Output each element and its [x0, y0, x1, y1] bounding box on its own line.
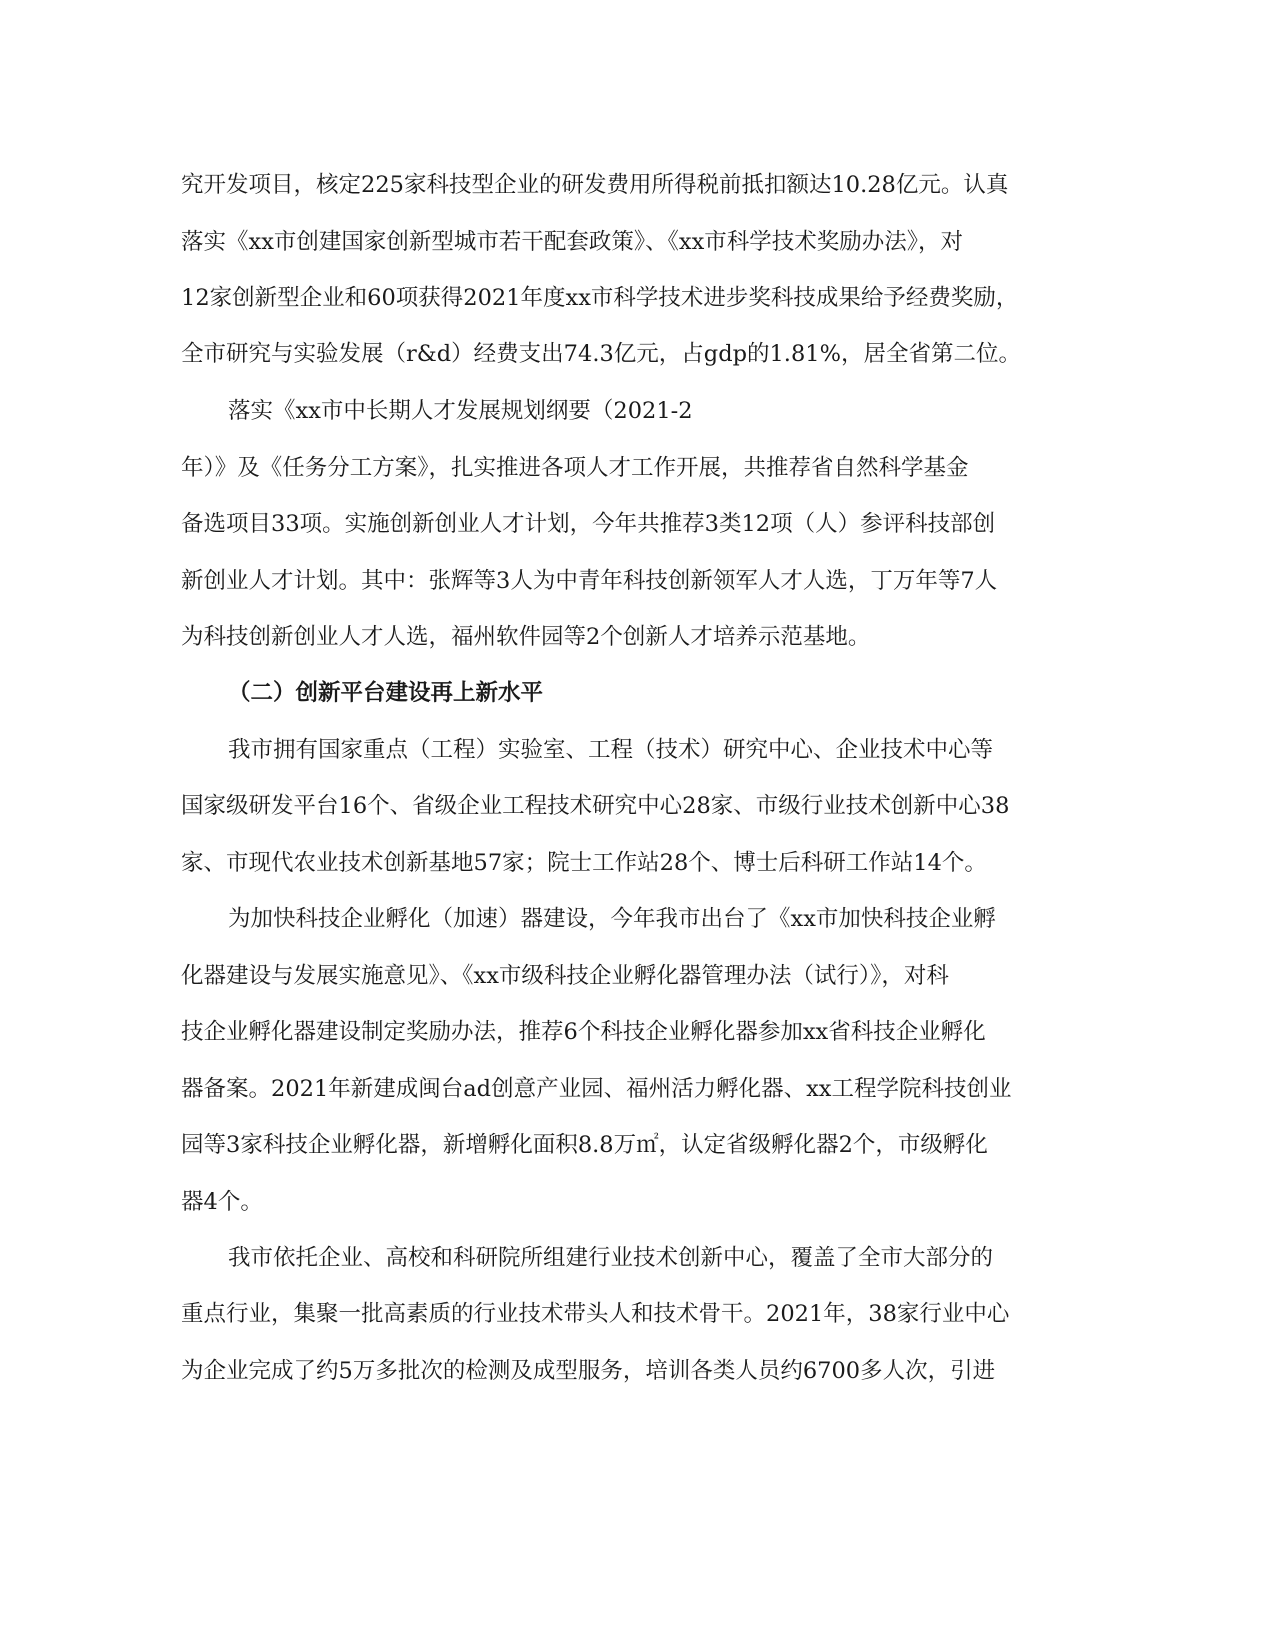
paragraph-line: 园等3家科技企业孵化器，新增孵化面积8.8万㎡，认定省级孵化器2个，市级孵化: [181, 1132, 988, 1158]
paragraph-line: 为企业完成了约5万多批次的检测及成型服务，培训各类人员约6700多人次，引进: [181, 1358, 996, 1384]
paragraph-line: 重点行业，集聚一批高素质的行业技术带头人和技术骨干。2021年，38家行业中心: [181, 1301, 1010, 1327]
paragraph-line: 年）》及《任务分工方案》，扎实推进各项人才工作开展，共推荐省自然科学基金: [181, 455, 969, 481]
paragraph-line: 全市研究与实验发展（r&d）经费支出74.3亿元，占gdp的1.81%，居全省第二位。: [181, 341, 1021, 367]
section-heading: （二）创新平台建设再上新水平: [228, 680, 544, 706]
paragraph-line: 器4个。: [181, 1189, 263, 1215]
paragraph-line: 我市拥有国家重点（工程）实验室、工程（技术）研究中心、企业技术中心等: [228, 737, 994, 763]
paragraph-line: 12家创新型企业和60项获得2021年度xx市科学技术进步奖科技成果给予经费奖励，: [181, 285, 1019, 311]
paragraph-line: 为加快科技企业孵化（加速）器建设，今年我市出台了《xx市加快科技企业孵: [228, 906, 996, 932]
paragraph-line: 落实《xx市创建国家创新型城市若干配套政策》、《xx市科学技术奖励办法》，对: [181, 229, 964, 255]
paragraph-line: 国家级研发平台16个、省级企业工程技术研究中心28家、市级行业技术创新中心38: [181, 793, 1010, 819]
paragraph-line: 家、市现代农业技术创新基地57家；院士工作站28个、博士后科研工作站14个。: [181, 850, 987, 876]
paragraph-line: 新创业人才计划。其中：张辉等3人为中青年科技创新领军人才人选，丁万年等7人: [181, 568, 998, 594]
paragraph-line: 技企业孵化器建设制定奖励办法，推荐6个科技企业孵化器参加xx省科技企业孵化: [181, 1019, 986, 1045]
paragraph-line: 我市依托企业、高校和科研院所组建行业技术创新中心，覆盖了全市大部分的: [228, 1245, 994, 1271]
paragraph-line: 器备案。2021年新建成闽台ad创意产业园、福州活力孵化器、xx工程学院科技创业: [181, 1076, 1012, 1102]
paragraph-line: 化器建设与发展实施意见》、《xx市级科技企业孵化器管理办法（试行）》，对科: [181, 963, 949, 989]
paragraph-line: 落实《xx市中长期人才发展规划纲要（2021-2: [228, 398, 693, 424]
paragraph-line: 备选项目33项。实施创新创业人才计划，今年共推荐3类12项（人）参评科技部创: [181, 511, 996, 537]
paragraph-line: 究开发项目，核定225家科技型企业的研发费用所得税前抵扣额达10.28亿元。认真: [181, 172, 1009, 198]
paragraph-line: 为科技创新创业人才人选，福州软件园等2个创新人才培养示范基地。: [181, 624, 871, 650]
